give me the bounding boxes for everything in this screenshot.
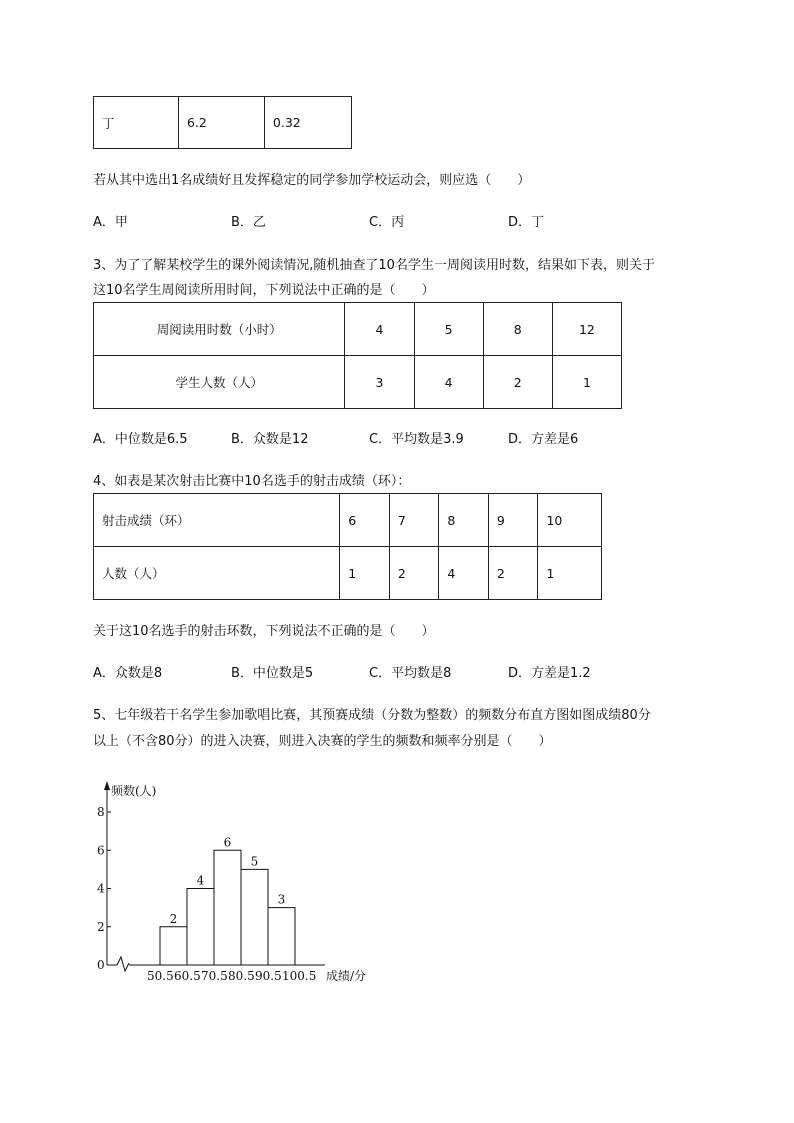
- q2-option-a: A．甲: [93, 215, 128, 230]
- table-cell: 4: [345, 303, 414, 356]
- q4-stem: 4、如表是某次射击比赛中10名选手的射击成绩（环）：: [93, 474, 411, 489]
- q3-stem-line2: 这10名学生周阅读所用时间，下列说法中正确的是（ ）: [93, 283, 435, 298]
- table-cell: 4: [414, 356, 483, 409]
- x-tick-label: 50.5: [147, 969, 174, 983]
- table-cell: 12: [552, 303, 621, 356]
- table-row: [94, 494, 602, 547]
- q4-option-d: D．方差是1.2: [508, 666, 591, 681]
- frequency-histogram: [80, 775, 400, 990]
- q3-option-d: D．方差是6: [508, 432, 579, 447]
- q5-stem-line1: 5、七年级若干名学生参加歌唱比赛，其预赛成绩（分数为整数）的频数分布直方图如图成绩80分: [93, 708, 651, 723]
- q4-option-c: C．平均数是8: [369, 666, 452, 681]
- q2-option-d: D．丁: [508, 215, 545, 230]
- q4-question: 关于这10名选手的射击环数，下列说法不正确的是（ ）: [93, 624, 435, 639]
- table-cell: 6: [340, 494, 390, 547]
- bar-value-label: 3: [277, 892, 286, 907]
- table-header-cell: 人数（人）: [94, 547, 340, 600]
- q3-stem-line1: 3、为了了解某校学生的课外阅读情况,随机抽查了10名学生一周阅读用时数，结果如下表，则关于: [93, 258, 655, 273]
- histogram-bar: [160, 927, 187, 965]
- y-axis-label: 频数(人): [111, 784, 157, 798]
- q3-table: [93, 302, 622, 409]
- x-axis-label: 成绩/分: [326, 969, 367, 983]
- table-cell: 0.32: [264, 97, 351, 149]
- y-tick-label: 2: [97, 919, 105, 934]
- histogram-bar: [241, 869, 268, 965]
- bar-value-label: 4: [196, 873, 205, 888]
- table-cell: 2: [483, 356, 552, 409]
- bar-value-label: 5: [250, 854, 259, 869]
- y-tick-label: 8: [97, 805, 105, 819]
- histogram-bar: [268, 908, 295, 965]
- q5-stem-line2: 以上（不含80分）的进入决赛，则进入决赛的学生的频数和频率分别是（ ）: [93, 734, 552, 749]
- x-tick-label: 70.5: [201, 969, 228, 983]
- table-cell: 2: [488, 547, 538, 600]
- x-tick-label: 100.5: [282, 969, 317, 983]
- table-cell: 1: [538, 547, 602, 600]
- q3-option-b: B．众数是12: [231, 432, 309, 447]
- table-header-cell: 周阅读用时数（小时）: [94, 303, 345, 356]
- y-tick-label: 4: [97, 881, 105, 896]
- q2-option-b: B．乙: [231, 215, 266, 230]
- y-tick-label: 6: [97, 843, 105, 858]
- table-cell: 6.2: [178, 97, 264, 149]
- table-cell: 4: [439, 547, 489, 600]
- x-tick-label: 60.5: [174, 969, 201, 983]
- table-cell: 10: [538, 494, 602, 547]
- histogram-bar: [187, 889, 214, 966]
- q2-stem: 若从其中选出1名成绩好且发挥稳定的同学参加学校运动会，则应选（ ）: [93, 173, 531, 188]
- table-cell: 7: [389, 494, 439, 547]
- table-header-cell: 学生人数（人）: [94, 356, 345, 409]
- bar-value-label: 2: [169, 911, 178, 926]
- table-cell: 丁: [94, 97, 179, 149]
- x-tick-label: 80.5: [228, 969, 255, 983]
- table-cell: 9: [488, 494, 538, 547]
- table-1: [93, 96, 352, 149]
- q4-option-b: B．中位数是5: [231, 666, 314, 681]
- table-row: [94, 356, 622, 409]
- table-row: [94, 303, 622, 356]
- y-tick-label: 0: [97, 958, 105, 972]
- table-cell: 5: [414, 303, 483, 356]
- histogram-bar: [214, 850, 241, 965]
- table-cell: 8: [483, 303, 552, 356]
- q2-option-c: C．丙: [369, 215, 405, 230]
- table-cell: 1: [552, 356, 621, 409]
- table-cell: 1: [340, 547, 390, 600]
- table-row: [94, 97, 352, 149]
- table-cell: 8: [439, 494, 489, 547]
- q4-table: [93, 493, 602, 600]
- table-row: [94, 547, 602, 600]
- x-axis-break: [117, 957, 129, 971]
- bar-value-label: 6: [223, 835, 232, 850]
- x-tick-label: 90.5: [255, 969, 282, 983]
- table-cell: 3: [345, 356, 414, 409]
- q4-option-a: A．众数是8: [93, 666, 163, 681]
- q3-option-a: A．中位数是6.5: [93, 432, 188, 447]
- table-header-cell: 射击成绩（环）: [94, 494, 340, 547]
- y-axis-arrow: [104, 781, 110, 790]
- q3-option-c: C．平均数是3.9: [369, 432, 464, 447]
- table-cell: 2: [389, 547, 439, 600]
